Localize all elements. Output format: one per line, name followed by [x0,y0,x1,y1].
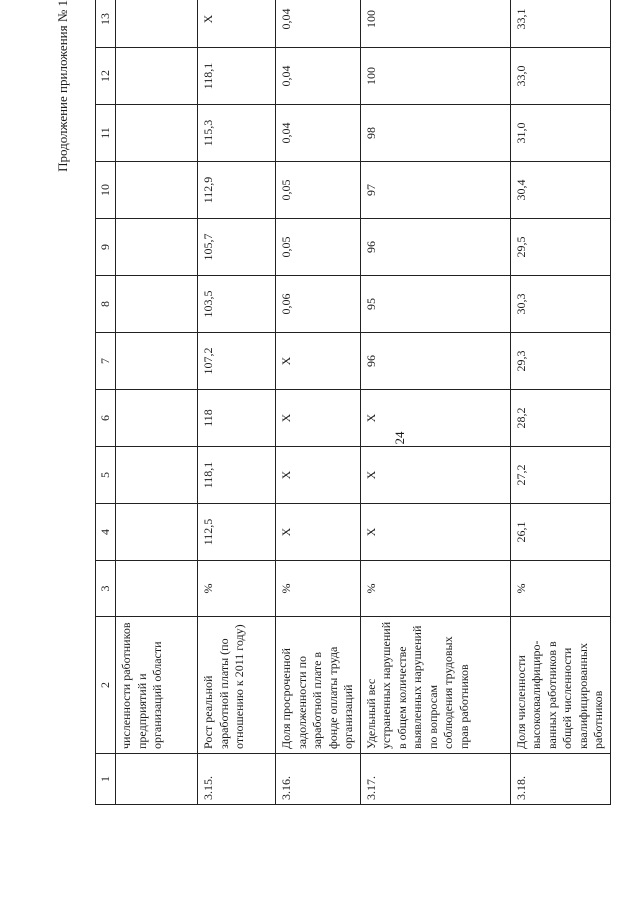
value-cell: Х [198,0,276,48]
value-cell: 33,1 [510,0,610,48]
value-cell: 97 [360,162,510,219]
value-cell [116,0,198,48]
column-number: 6 [96,390,116,447]
value-cell: 115,3 [198,105,276,162]
page-number: 24 [392,431,407,445]
row-number: 3.15. [198,754,276,805]
value-cell: 33,0 [510,48,610,105]
column-number: 7 [96,333,116,390]
table-row [276,0,361,805]
value-cell: 26,1 [510,504,610,561]
column-number-row [96,0,116,805]
unit-cell [116,561,198,617]
value-cell: 0,04 [276,0,361,48]
column-number: 8 [96,276,116,333]
value-cell: 100 [360,48,510,105]
unit-cell: % [510,561,610,617]
indicator-name: Доля численности высококвалифициро-ванных работников в общей численности квалифицированных работников [510,617,610,754]
unit-cell: % [276,561,361,617]
column-number: 1 [96,754,116,805]
unit-cell: % [198,561,276,617]
table-row [360,0,510,805]
value-cell [116,219,198,276]
value-cell: 118 [198,390,276,447]
indicator-name: Удельный вес устраненных нарушений в общем количестве выявленных нарушений по вопросам соблюдения трудовых прав работников [360,617,510,754]
value-cell: 112,5 [198,504,276,561]
row-number: 3.17. [360,754,510,805]
value-cell [116,162,198,219]
value-cell: 0,05 [276,162,361,219]
table-row [510,0,610,805]
value-cell: 30,3 [510,276,610,333]
value-cell [116,504,198,561]
value-cell [116,276,198,333]
row-number [116,754,198,805]
value-cell: 0,06 [276,276,361,333]
value-cell: 96 [360,219,510,276]
value-cell: Х [276,333,361,390]
indicator-name: Рост реальной заработной платы (по отношению к 2011 году) [198,617,276,754]
indicators-table [95,0,611,805]
value-cell: 107,2 [198,333,276,390]
value-cell: 105,7 [198,219,276,276]
column-number: 12 [96,48,116,105]
value-cell: 27,2 [510,447,610,504]
value-cell: Х [360,390,510,447]
value-cell: 112,9 [198,162,276,219]
value-cell: 0,04 [276,105,361,162]
indicator-name: численности работников предприятий и организаций области [116,617,198,754]
appendix-continuation-label: Продолжение приложения № 1 [55,0,70,172]
row-number: 3.18. [510,754,610,805]
column-number: 13 [96,0,116,48]
value-cell: 118,1 [198,447,276,504]
value-cell: 28,2 [510,390,610,447]
value-cell [116,105,198,162]
value-cell: Х [276,390,361,447]
value-cell: Х [276,504,361,561]
value-cell: 29,5 [510,219,610,276]
value-cell: 95 [360,276,510,333]
column-number: 3 [96,561,116,617]
column-number: 9 [96,219,116,276]
value-cell: Х [360,447,510,504]
column-number: 5 [96,447,116,504]
value-cell: 0,04 [276,48,361,105]
unit-cell: % [360,561,510,617]
value-cell [116,447,198,504]
value-cell [116,333,198,390]
value-cell: 98 [360,105,510,162]
value-cell: Х [360,504,510,561]
value-cell: 29,3 [510,333,610,390]
value-cell: 103,5 [198,276,276,333]
value-cell: 30,4 [510,162,610,219]
column-number: 4 [96,504,116,561]
value-cell: 31,0 [510,105,610,162]
value-cell: Х [276,447,361,504]
column-number: 10 [96,162,116,219]
value-cell: 100 [360,0,510,48]
indicator-name: Доля просроченной задолженности по заработной плате в фонде оплаты труда организаций [276,617,361,754]
table-row [198,0,276,805]
value-cell: 96 [360,333,510,390]
value-cell: 118,1 [198,48,276,105]
value-cell: 0,05 [276,219,361,276]
row-number: 3.16. [276,754,361,805]
value-cell [116,48,198,105]
value-cell [116,390,198,447]
column-number: 2 [96,617,116,754]
table-row [116,0,198,805]
column-number: 11 [96,105,116,162]
